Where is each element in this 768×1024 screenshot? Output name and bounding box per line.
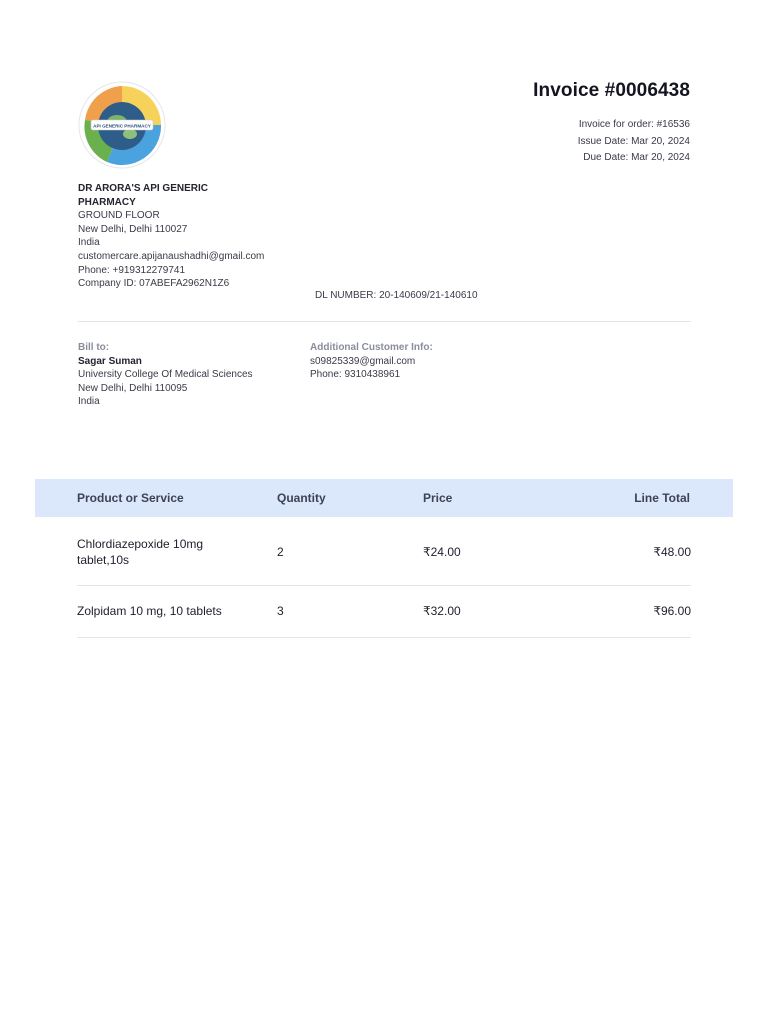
customer-city: New Delhi, Delhi 110095 — [78, 382, 188, 394]
header-product: Product or Service — [77, 491, 184, 505]
due-date: Due Date: Mar 20, 2024 — [583, 152, 690, 163]
header-price: Price — [423, 491, 453, 505]
additional-info-label: Additional Customer Info: — [310, 342, 433, 353]
header-line-total: Line Total — [634, 491, 690, 505]
logo-emblem — [77, 80, 167, 170]
bill-to-section — [78, 341, 268, 409]
customer-email[interactable]: s09825339@gmail.com — [310, 355, 416, 367]
row-quantity: 2 — [277, 545, 284, 559]
company-country: India — [78, 237, 100, 249]
company-email[interactable]: customercare.apijanaushadhi@gmail.com — [78, 250, 265, 262]
customer-phone: Phone: 9310438961 — [310, 369, 401, 381]
dl-number: DL NUMBER: 20-140609/21-140610 — [315, 290, 478, 301]
additional-info-section — [310, 341, 530, 382]
row-divider — [77, 637, 691, 638]
order-number: Invoice for order: #16536 — [578, 119, 690, 130]
row-price: ₹32.00 — [423, 604, 461, 618]
invoice-meta — [578, 117, 690, 167]
row-quantity: 3 — [277, 604, 284, 618]
customer-country: India — [78, 396, 100, 408]
logo-text: API GENERIC PHARMACY — [93, 123, 151, 129]
company-name-line1: DR ARORA'S API GENERIC — [78, 183, 208, 194]
table-row — [77, 536, 691, 576]
company-address: GROUND FLOOR — [78, 210, 160, 222]
row-product: Chlordiazepoxide 10mg tablet,10s — [77, 537, 204, 567]
issue-date: Issue Date: Mar 20, 2024 — [577, 135, 690, 147]
row-line-total: ₹48.00 — [653, 545, 691, 559]
company-id: Company ID: 07ABEFA2962N1Z6 — [78, 278, 230, 290]
table-row — [77, 604, 691, 624]
invoice-title: Invoice #0006438 — [533, 80, 690, 101]
row-divider — [77, 585, 691, 586]
table-header — [35, 479, 733, 517]
row-line-total: ₹96.00 — [653, 604, 691, 618]
bill-to-label: Bill to: — [78, 342, 110, 353]
customer-name: Sagar Suman — [78, 355, 142, 367]
row-product: Zolpidam 10 mg, 10 tablets — [77, 604, 222, 618]
company-logo — [77, 80, 167, 170]
company-name-line2: PHARMACY — [78, 196, 136, 208]
company-city: New Delhi, Delhi 110027 — [78, 223, 188, 235]
company-phone: Phone: +919312279741 — [78, 264, 186, 276]
header-quantity: Quantity — [277, 491, 326, 505]
company-info — [78, 182, 278, 291]
row-price: ₹24.00 — [423, 545, 461, 559]
section-divider — [78, 321, 691, 322]
customer-org: University College Of Medical Sciences — [78, 369, 253, 381]
